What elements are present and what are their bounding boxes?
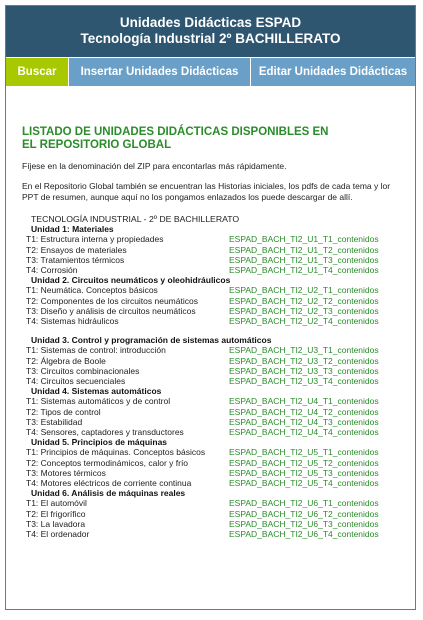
topic-row [26,458,396,468]
page-title: LISTADO DE UNIDADES DIDÁCTICAS DISPONIBLES EN EL REPOSITORIO GLOBAL [22,126,329,151]
unit-title: Unidad 6. Análisis de máquinas reales [31,488,186,499]
unit-title: Unidad 3. Control y programación de sistemas automáticos [31,335,272,346]
unit-title: Unidad 5. Principios de máquinas [31,437,168,448]
unit-title: Unidad 1: Materiales [31,224,114,235]
topic-file-link[interactable]: ESPAD_BACH_TI2_U5_T3_contenidos [229,467,379,478]
topic-row [26,265,396,275]
note-repository: En el Repositorio Global también se encuentran las Historias iniciales, los pdfs de cada tema y lor PPT de resumen, aunque aquí no los pongamos enlazados los puede descargar de allí. [22,181,391,202]
topic-name: T3: Motores térmicos [26,467,106,478]
topic-name: T1: Principios de máquinas. Conceptos básicos [26,447,206,458]
topic-name: T3: La lavadora [26,518,86,529]
topic-file-link[interactable]: ESPAD_BACH_TI2_U2_T2_contenidos [229,295,379,306]
topic-file-link[interactable]: ESPAD_BACH_TI2_U4_T2_contenidos [229,406,379,417]
topic-file-link[interactable]: ESPAD_BACH_TI2_U4_T1_contenidos [229,396,379,407]
tab-editar[interactable]: Editar Unidades Didácticas [250,58,415,86]
topic-row [26,396,396,406]
topic-name: T3: Estabilidad [26,416,83,427]
units-list [26,214,396,539]
topic-name: T2: El frigorífico [26,508,86,519]
topic-name: T4: Sensores, captadores y transductores [26,427,184,438]
topic-row [26,478,396,488]
note-zip: Fíjese en la denominación del ZIP para encontarlas más rápidamente. [22,161,287,171]
topic-name: T4: Corrosión [26,265,78,276]
topic-name: T3: Tratamientos térmicos [26,254,125,265]
topic-row [26,366,396,376]
page-frame [5,5,416,610]
topic-row [26,417,396,427]
topic-file-link[interactable]: ESPAD_BACH_TI2_U6_T2_contenidos [229,508,379,519]
topic-row [26,255,396,265]
topic-name: T2: Ensayos de materiales [26,244,127,255]
topic-file-link[interactable]: ESPAD_BACH_TI2_U1_T4_contenidos [229,265,379,276]
topic-row [26,407,396,417]
topic-file-link[interactable]: ESPAD_BACH_TI2_U1_T1_contenidos [229,234,379,245]
topic-row [26,519,396,529]
topic-row [26,245,396,255]
topic-file-link[interactable]: ESPAD_BACH_TI2_U3_T4_contenidos [229,376,379,387]
unit-title: Unidad 2. Circuitos neumáticos y oleohidráulicos [31,275,231,286]
topic-name: T1: Sistemas automáticos y de control [26,396,171,407]
topic-row [26,498,396,508]
topic-name: T1: Sistemas de control: introducción [26,345,166,356]
topic-row [26,427,396,437]
topic-row [26,306,396,316]
topic-name: T2: Álgebra de Boole [26,355,106,366]
topic-file-link[interactable]: ESPAD_BACH_TI2_U2_T1_contenidos [229,285,379,296]
topic-row [26,296,396,306]
header-title-line1: Unidades Didácticas ESPAD [119,15,302,30]
topic-name: T4: Circuitos secuenciales [26,376,126,387]
topic-file-link[interactable]: ESPAD_BACH_TI2_U6_T3_contenidos [229,518,379,529]
topic-file-link[interactable]: ESPAD_BACH_TI2_U4_T3_contenidos [229,416,379,427]
topic-row [26,447,396,457]
topic-row [26,316,396,326]
topic-name: T3: Circuitos combinacionales [26,365,140,376]
topic-file-link[interactable]: ESPAD_BACH_TI2_U5_T2_contenidos [229,457,379,468]
intro-section [22,30,404,203]
topic-name: T1: Estructura interna y propiedades [26,234,164,245]
topic-name: T1: Neumática. Conceptos básicos [26,285,158,296]
topic-row [26,345,396,355]
topic-name: T3: Diseño y análisis de circuitos neumáticos [26,305,196,316]
topic-file-link[interactable]: ESPAD_BACH_TI2_U1_T2_contenidos [229,244,379,255]
tab-insertar[interactable]: Insertar Unidades Didácticas [68,58,250,86]
topic-file-link[interactable]: ESPAD_BACH_TI2_U2_T4_contenidos [229,316,379,327]
topic-name: T4: El ordenador [26,529,90,540]
topic-file-link[interactable]: ESPAD_BACH_TI2_U4_T4_contenidos [229,427,379,438]
topic-file-link[interactable]: ESPAD_BACH_TI2_U6_T4_contenidos [229,529,379,540]
tab-buscar[interactable]: Buscar [6,58,68,86]
topic-file-link[interactable]: ESPAD_BACH_TI2_U5_T1_contenidos [229,447,379,458]
unit-title: Unidad 4. Sistemas automáticos [31,386,162,397]
topic-file-link[interactable]: ESPAD_BACH_TI2_U6_T1_contenidos [229,498,379,509]
topic-row [26,529,396,539]
topic-name: T4: Motores eléctricos de corriente continua [26,478,192,489]
topic-name: T2: Tipos de control [26,406,101,417]
topic-row [26,468,396,478]
topic-name: T1: El automóvil [26,498,87,509]
topic-file-link[interactable]: ESPAD_BACH_TI2_U3_T1_contenidos [229,345,379,356]
topic-row [26,509,396,519]
topic-name: T2: Componentes de los circuitos neumáticos [26,295,198,306]
topic-file-link[interactable]: ESPAD_BACH_TI2_U3_T3_contenidos [229,365,379,376]
topic-file-link[interactable]: ESPAD_BACH_TI2_U5_T4_contenidos [229,478,379,489]
topic-row [26,376,396,386]
topic-row [26,234,396,244]
topic-row [26,356,396,366]
topic-row [26,285,396,295]
topic-file-link[interactable]: ESPAD_BACH_TI2_U1_T3_contenidos [229,254,379,265]
topic-file-link[interactable]: ESPAD_BACH_TI2_U2_T3_contenidos [229,305,379,316]
list-title: TECNOLOGÍA INDUSTRIAL - 2º DE BACHILLERATO [31,214,240,224]
topic-name: T4: Sistemas hidráulicos [26,316,119,327]
topic-name: T2: Conceptos termodinámicos, calor y frío [26,457,189,468]
header-title-line2: Tecnología Industrial 2º BACHILLERATO [80,31,341,46]
topic-file-link[interactable]: ESPAD_BACH_TI2_U3_T2_contenidos [229,355,379,366]
